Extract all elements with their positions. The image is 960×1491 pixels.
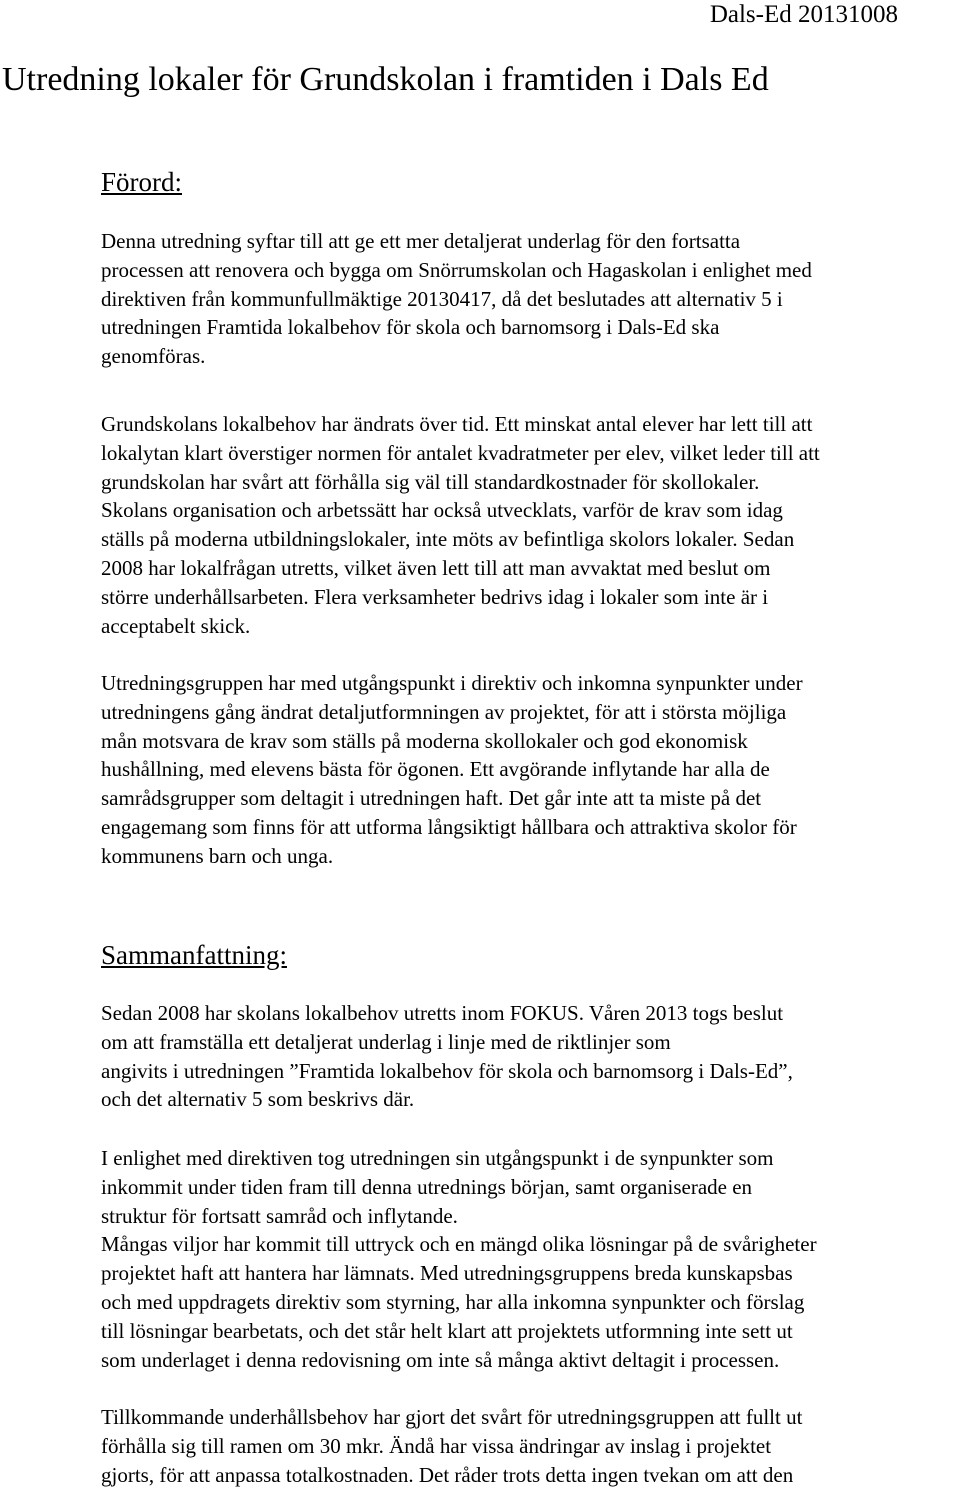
- text-line: I enlighet med direktiven tog utredningen sin utgångspunkt i de synpunkter som: [101, 1146, 774, 1170]
- text-line: Skolans organisation och arbetssätt har också utvecklats, varför de krav som idag: [101, 498, 783, 523]
- text-line: och det alternativ 5 som beskrivs där.: [101, 1087, 415, 1112]
- text-line: inkommit under tiden fram till denna utrednings början, samt organiserade en: [101, 1174, 753, 1199]
- text-line: Sedan 2008 har skolans lokalbehov utretts inom FOKUS. Våren 2013 togs beslut: [101, 1001, 784, 1025]
- paragraph: [101, 999, 960, 1114]
- text-line: grundskolan har svårt att förhålla sig väl till standardkostnader för skollokaler.: [101, 469, 760, 494]
- text-line: processen att renovera och bygga om Snörrumskolan och Hagaskolan i enlighet med: [101, 257, 812, 282]
- text-line: förhålla sig till ramen om 30 mkr. Ändå har vissa ändringar av inslag i projektet: [101, 1433, 772, 1458]
- text-line: genomföras.: [101, 344, 206, 369]
- text-line: Tillkommande underhållsbehov har gjort det svårt för utredningsgruppen att fullt ut: [101, 1405, 803, 1429]
- text-line: gjorts, för att anpassa totalkostnaden. Det råder trots detta ingen tvekan om att den: [101, 1462, 794, 1487]
- paragraph: [101, 1144, 960, 1374]
- text-line: och med uppdragets direktiv som styrning, har alla inkomna synpunkter och förslag: [101, 1289, 805, 1314]
- text-line: utredningens gång ändrat detaljutformningen av projektet, för att i största möjliga: [101, 699, 787, 724]
- text-line: som underlaget i denna redovisning om inte så många aktivt deltagit i processen.: [101, 1347, 780, 1372]
- text-line: projektet haft att hantera har lämnats. Med utredningsgruppens breda kunskapsbas: [101, 1261, 793, 1286]
- text-line: hushållning, med elevens bästa för ögonen. Ett avgörande inflytande har alla de: [101, 757, 770, 782]
- text-line: acceptabelt skick.: [101, 613, 251, 638]
- text-line: Grundskolans lokalbehov har ändrats över tid. Ett minskat antal elever har lett till att: [101, 412, 813, 436]
- paragraph: [101, 669, 960, 871]
- text-line: kommunens barn och unga.: [101, 843, 334, 868]
- text-line: direktiven från kommunfullmäktige 20130417, då det beslutades att alternativ 5 i: [101, 286, 783, 311]
- text-line: samrådsgrupper som deltagit i utredningen haft. Det går inte att ta miste på det: [101, 786, 762, 811]
- text-line: Denna utredning syftar till att ge ett mer detaljerat underlag för den fortsatta: [101, 229, 741, 253]
- text-line: angivits i utredningen ”Framtida lokalbehov för skola och barnomsorg i Dals-Ed”,: [101, 1058, 793, 1083]
- text-line: utredningen Framtida lokalbehov för skola och barnomsorg i Dals-Ed ska: [101, 315, 720, 340]
- text-line: om att framställa ett detaljerat underlag i linje med de riktlinjer som: [101, 1029, 671, 1054]
- paragraph: [101, 410, 960, 640]
- heading-forord: Förord:: [101, 167, 182, 197]
- text-line: struktur för fortsatt samråd och inflytande.: [101, 1203, 458, 1228]
- paragraph: [101, 227, 960, 371]
- text-line: ställs på moderna utbildningslokaler, inte möts av befintliga skolors lokaler. Sedan: [101, 527, 795, 552]
- text-line: mån motsvara de krav som ställs på moderna skollokaler och god ekonomisk: [101, 728, 748, 753]
- text-line: 2008 har lokalfrågan utretts, vilket även lett till att man avvaktat med beslut om: [101, 555, 771, 580]
- text-line: Utredningsgruppen har med utgångspunkt i direktiv och inkomna synpunkter under: [101, 671, 803, 695]
- text-line: lokalytan klart överstiger normen för antalet kvadratmeter per elev, vilket leder till att: [101, 440, 820, 465]
- text-line: Mångas viljor har kommit till uttryck och en mängd olika lösningar på de svårigheter: [101, 1232, 817, 1257]
- text-line: engagemang som finns för att utforma långsiktigt hållbara och attraktiva skolor för: [101, 814, 797, 839]
- document-date: Dals-Ed 20131008: [709, 1, 898, 28]
- text-line: större underhållsarbeten. Flera verksamheter bedrivs idag i lokaler som inte är i: [101, 584, 769, 609]
- document-title: Utredning lokaler för Grundskolan i framtiden i Dals Ed: [2, 61, 769, 98]
- text-line: till lösningar bearbetats, och det står helt klart att projektets utformning inte sett ut: [101, 1318, 793, 1343]
- paragraph: [101, 1403, 960, 1489]
- heading-sammanfattning: Sammanfattning:: [101, 940, 287, 970]
